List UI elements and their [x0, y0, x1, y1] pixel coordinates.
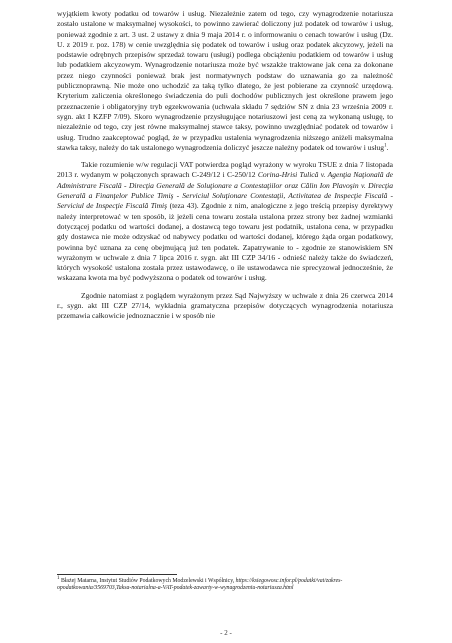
case-name: Corina-Hrisi Tulică v. Agenţia Naţională de Administrare Fiscală - Direcţia Generală de Soluţionare a Contestaţiilor oraz Călin Ion Plavoşin v. Direcţia Generală a Finanţelor Publice Timiş - Serviciul Soluţionare Contestaţii, Activitatea de Inspecţie Fiscală - Serviciul de Inspecţie Fiscală Timiş [57, 170, 393, 211]
paragraph-1 [57, 9, 393, 153]
paragraph-2-rest: (teza 43). Zgodnie z nim, analogiczne z jego treścią przepisy dyrektywy należy interpretować w ten sposób, iż jeżeli cena towaru została ustalona przez strony bez żadnej wzmianki dotyczącej podatku od wartości dodanej, a dostawcą tego towaru jest podatnik, ustalona cena, w przypadku gdy dostawca nie może odzyskać od nabywcy podatku od wartości dodanej, którego żąda organ podatkowy, powinna być uznana za cenę obejmującą już ten podatek. Zapatrywanie to - zgodnie ze stanowiskiem SN wyrażonym w uchwale z dnia 7 lipca 2016 r. sygn. akt III CZP 34/16 - odnieść należy także do świadczeń, których wysokość ustalona została przez ustawodawcę, o ile ustawodawca nie sprecyzował jednocześnie, że wskazana kwota ma być podwyższona o podatek od towarów i usług. [57, 201, 393, 283]
document-body [57, 9, 393, 322]
paragraph-1-end: . [386, 142, 389, 152]
footnote-author: Błażej Matarna, Instytut Studiów Podatkowych Modzelewski i Wspólnicy, [60, 578, 235, 584]
footnote-number: 1 [57, 576, 60, 582]
paragraph-2-start: Takie rozumienie w/w regulacji VAT potwierdza pogląd wyrażony w wyroku TSUE z dnia 7 listopada 2013 r. wydanym w połączonych sprawach C-249/12 i C-250/12 [57, 160, 393, 180]
footnote-reference[interactable]: 1 [384, 143, 387, 149]
page-number: - 2 - [220, 629, 232, 637]
paragraph-2 [57, 160, 393, 284]
footnote-link[interactable]: https://ksiegowosc.infor.pl/podatki/vat/zakres-opodatkowania/3569703,Taksa-notarialna-a-VAT-podatek-zawarty-w-wynagrodzeniu-notariusza.html [57, 578, 343, 592]
footnote [57, 578, 393, 593]
paragraph-3: Zgodnie natomiast z poglądem wyrażonym przez Sąd Najwyższy w uchwale z dnia 26 czerwca 2014 r., sygn. akt III CZP 27/14, wykładnia gramatyczna przepisów dotyczących wynagrodzenia notariusza przemawia całkowicie jednoznacznie i w sposób nie [57, 290, 393, 321]
footnote-divider [57, 574, 177, 575]
paragraph-1-text: wyjątkiem kwoty podatku od towarów i usług. Niezależnie zatem od tego, czy wynagrodzenie notariusza zostało ustalone w maksymalnej wysokości, to powinno zawierać doliczony już podatek od towarów i usług, ponieważ zgodnie z art. 3 ust. 2 ustawy z dnia 9 maja 2014 r. o informowaniu o cenach towarów i usług (Dz. U. z 2019 r. poz. 178) w cenie uwzględnia się podatek od towarów i usług oraz podatek akcyzowy, jeżeli na podstawie odrębnych przepisów sprzedaż towaru (usługi) podlega obciążeniu podatkiem od towarów i usług lub podatkiem akcyzowym. Wynagrodzenie notariusza może być wszakże traktowane jak cena za dokonane przez niego czynności ponieważ brak jest normatywnych podstaw do uznawania go za należność publicznoprawną. Nie może ono uchodzić za taką tylko dlatego, że jest pobierane za czynność urzędową. Kryterium zaliczenia określonego świadczenia do puli dochodów publicznych jest określone prawem jego przeznaczenie i obligatoryjny tryb egzekwowania (uchwała składu 7 sędziów SN z dnia 23 września 2009 r. sygn. akt I KZFP 7/09). Skoro wynagrodzenie przysługujące notariuszowi jest ceną za wykonaną usługę, to niezależnie od tego, czy jest równe maksymalnej stawce taksy, powinno uwzględniać podatek od towarów i usług. Trudno zaakceptować pogląd, że w przypadku ustalenia wynagrodzenia niższego aniżeli maksymalna stawka taksy, należy do tak ustalonego wynagrodzenia doliczyć jeszcze należny podatek od towarów i usług [57, 9, 393, 152]
